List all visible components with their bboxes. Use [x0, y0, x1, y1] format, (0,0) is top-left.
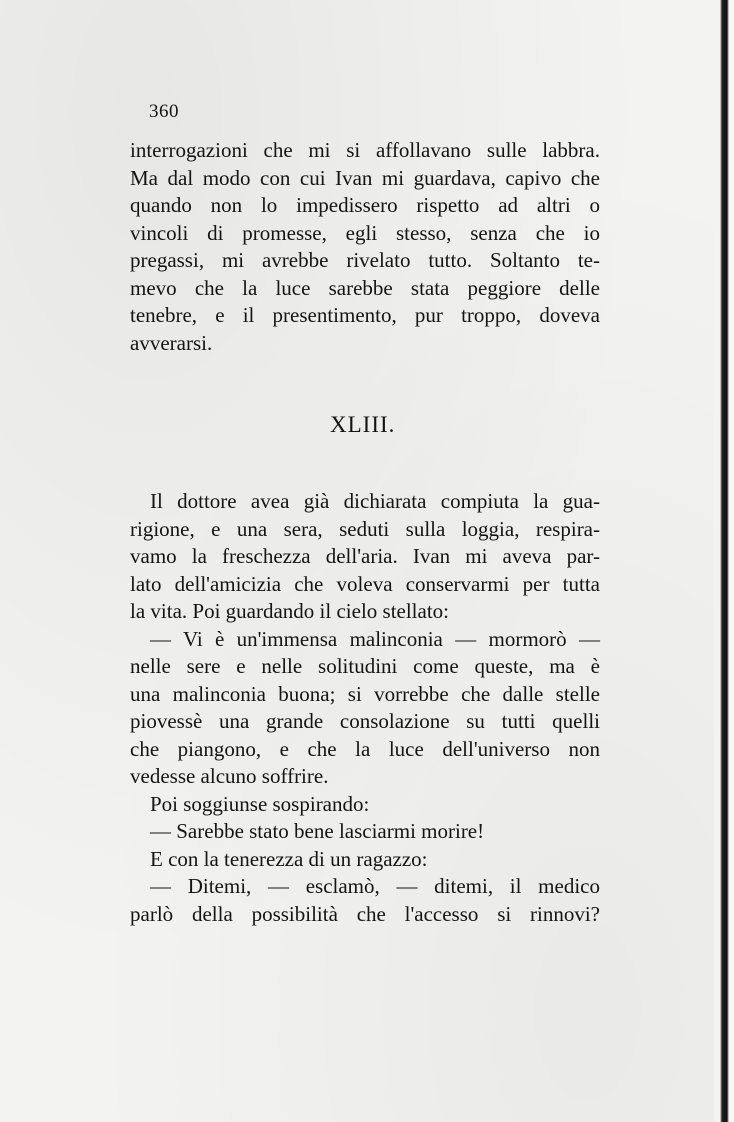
text-line: vamo la freschezza dell'aria. Ivan mi aveva par-: [130, 544, 600, 568]
text-line: pregassi, mi avrebbe rivelato tutto. Soltanto te-: [130, 248, 600, 272]
text-line: piovessè una grande consolazione su tutti quelli: [130, 709, 600, 733]
text-line: avverarsi.: [130, 330, 213, 355]
text-line: — Vi è un'immensa malinconia — mormorò —: [150, 626, 600, 651]
text-line: Ma dal modo con cui Ivan mi guardava, capivo che: [130, 165, 600, 190]
text-line: vedesse alcuno soffrire.: [130, 764, 329, 788]
text-line: una malinconia buona; si vorrebbe che dalle stelle: [130, 681, 600, 706]
chapter-title: XLIII.: [330, 412, 396, 437]
text-line: — Ditemi, — esclamò, — ditemi, il medico: [150, 874, 600, 898]
paragraph-continuation: [130, 137, 600, 357]
text-line: la vita. Poi guardando il cielo stellato:: [130, 599, 450, 623]
page-binding-edge: [714, 0, 734, 1122]
text-line: — Sarebbe stato bene lasciarmi morire!: [150, 819, 485, 843]
text-line: interrogazioni che mi si affollavano sulle labbra.: [130, 138, 600, 162]
text-line: nelle sere e nelle solitudini come queste, ma è: [130, 654, 600, 678]
chapter-body: [130, 488, 600, 928]
text-line: Il dottore avea già dichiarata compiuta la gua-: [150, 489, 600, 513]
text-line: mevo che la luce sarebbe stata peggiore delle: [130, 275, 600, 300]
text-line: tenebre, e il presentimento, pur troppo, doveva: [130, 303, 600, 327]
text-line: rigione, e una sera, seduti sulla loggia, respira-: [130, 516, 600, 541]
text-line: quando non lo impedissero rispetto ad altri o: [130, 193, 600, 217]
text-line: E con la tenerezza di un ragazzo:: [150, 846, 428, 871]
page-number: 360: [149, 101, 179, 122]
text-line: che piangono, e che la luce dell'universo non: [130, 736, 600, 761]
text-line: parlò della possibilità che l'accesso si rinnovi?: [130, 901, 600, 926]
text-line: vincoli di promesse, egli stesso, senza che io: [130, 220, 600, 245]
text-line: Poi soggiunse sospirando:: [150, 791, 370, 816]
text-line: lato dell'amicizia che voleva conservarmi per tutta: [130, 571, 600, 596]
